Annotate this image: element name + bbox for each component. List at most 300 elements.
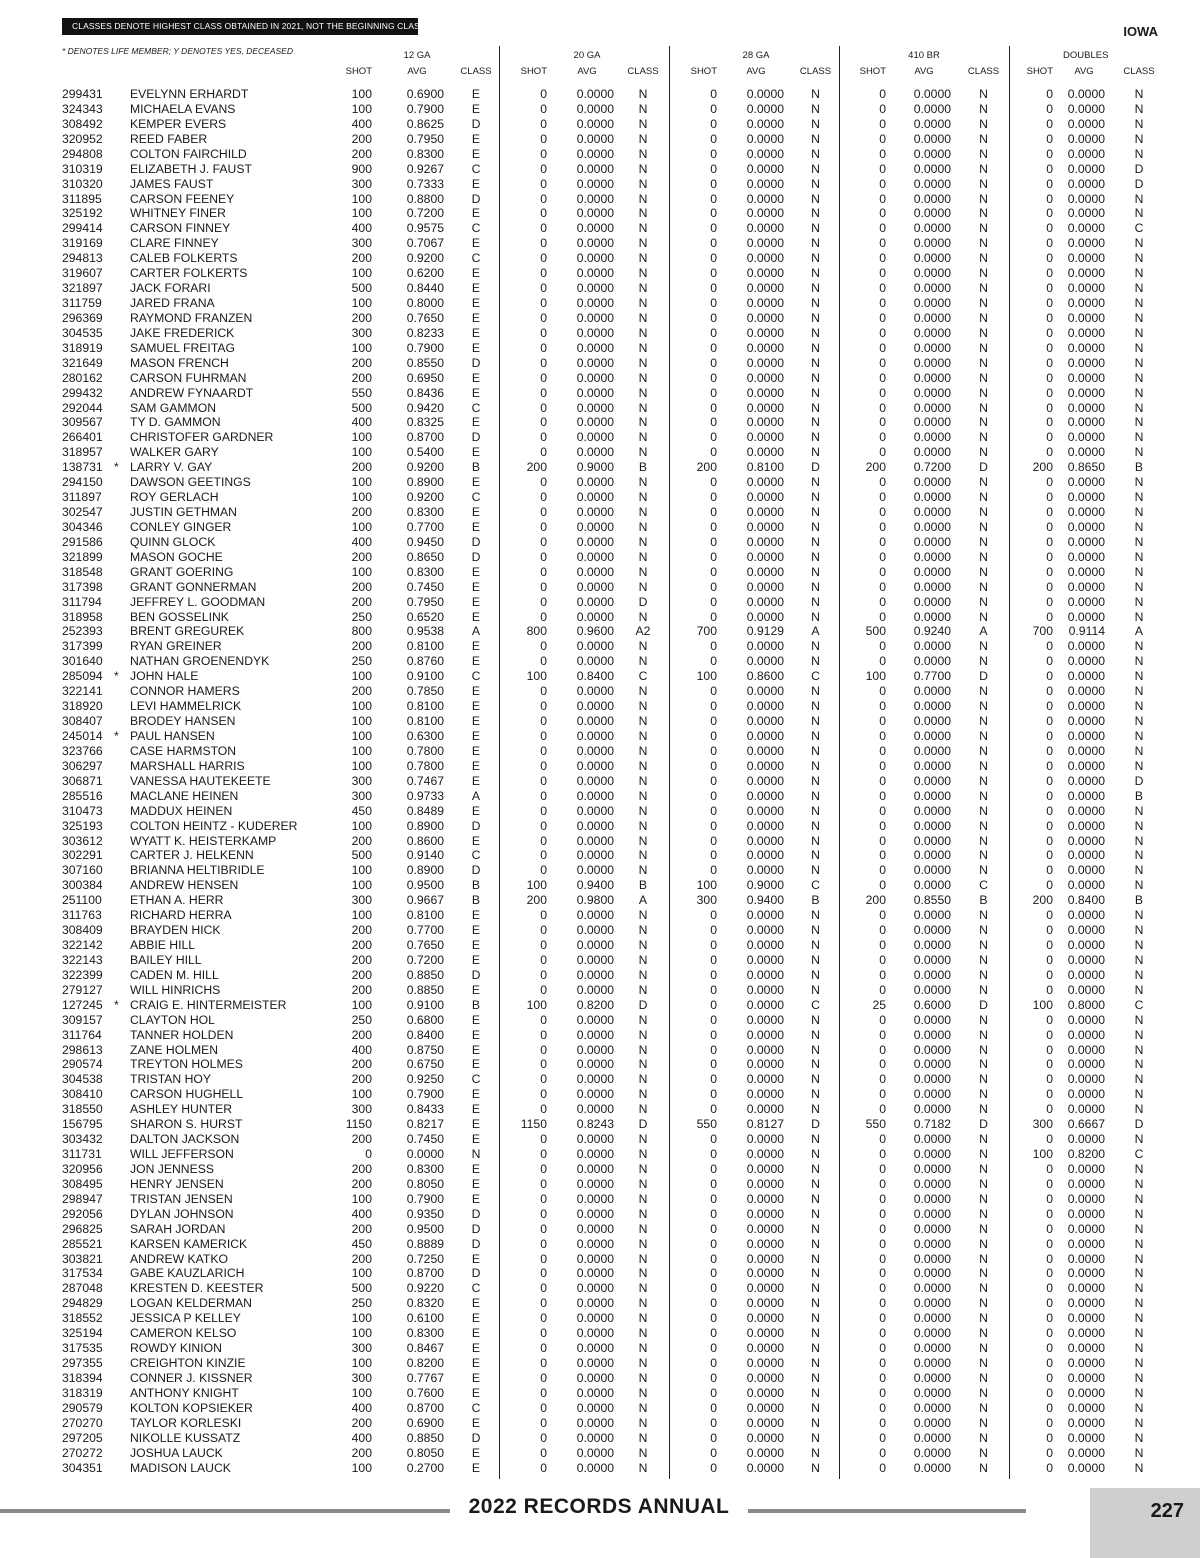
class: N	[979, 430, 988, 445]
average: 0.8400	[1067, 893, 1105, 908]
average: 0.0000	[1067, 116, 1105, 131]
average: 0.8750	[406, 1042, 444, 1057]
average: 0.0000	[746, 370, 784, 385]
table-row	[62, 580, 1162, 595]
class: N	[811, 430, 820, 445]
targets-shot: 0	[1046, 296, 1053, 311]
average: 0.7200	[406, 206, 444, 221]
average: 0.0000	[746, 1385, 784, 1400]
class: N	[638, 1356, 648, 1371]
targets-shot: 0	[1046, 236, 1053, 251]
member-id: 318319	[62, 1385, 103, 1400]
class: E	[471, 728, 481, 743]
targets-shot: 0	[879, 1027, 886, 1042]
member-id: 318550	[62, 1102, 103, 1117]
class: D	[1134, 176, 1144, 191]
targets-shot: 0	[710, 191, 717, 206]
class: N	[1134, 967, 1144, 982]
class: N	[638, 1221, 648, 1236]
average: 0.9100	[406, 669, 444, 684]
class: N	[638, 714, 648, 729]
targets-shot: 0	[710, 116, 717, 131]
average: 0.8625	[406, 116, 444, 131]
table-row	[62, 1177, 1162, 1192]
table-row	[62, 774, 1162, 789]
average: 0.0000	[576, 788, 614, 803]
average: 0.0000	[1067, 982, 1105, 997]
member-id: 325192	[62, 206, 103, 221]
average: 0.0000	[913, 684, 951, 699]
average: 0.0000	[1067, 594, 1105, 609]
targets-shot: 100	[351, 296, 372, 311]
class: E	[471, 1385, 481, 1400]
average: 0.9400	[576, 878, 614, 893]
targets-shot: 0	[1046, 340, 1053, 355]
class: N	[811, 370, 820, 385]
class: B	[471, 893, 481, 908]
class: D	[979, 997, 988, 1012]
targets-shot: 0	[1046, 1161, 1053, 1176]
targets-shot: 100	[351, 340, 372, 355]
average: 0.0000	[913, 519, 951, 534]
targets-shot: 0	[1046, 654, 1053, 669]
class: C	[471, 1072, 481, 1087]
targets-shot: 200	[526, 893, 547, 908]
class: N	[811, 1027, 820, 1042]
targets-shot: 0	[710, 325, 717, 340]
class: N	[979, 848, 988, 863]
targets-shot: 0	[540, 684, 547, 699]
table-row	[62, 162, 1162, 177]
targets-shot: 0	[710, 982, 717, 997]
class: N	[811, 101, 820, 116]
average: 0.0000	[576, 146, 614, 161]
table-row	[62, 1341, 1162, 1356]
average: 0.0000	[913, 788, 951, 803]
class: D	[471, 1266, 481, 1281]
average: 0.0000	[746, 848, 784, 863]
targets-shot: 0	[710, 714, 717, 729]
class: N	[1134, 654, 1144, 669]
targets-shot: 0	[1046, 415, 1053, 430]
group-header: DOUBLES	[1063, 50, 1109, 61]
targets-shot: 0	[1046, 1445, 1053, 1460]
table-row	[62, 266, 1162, 281]
targets-shot: 100	[351, 743, 372, 758]
average: 0.0000	[1067, 340, 1105, 355]
class: N	[1134, 564, 1144, 579]
class: N	[638, 1251, 648, 1266]
shooter-name: BEN GOSSELINK	[130, 609, 229, 624]
targets-shot: 0	[710, 415, 717, 430]
class: N	[979, 221, 988, 236]
column-header-avg: AVG	[746, 66, 766, 77]
class: N	[979, 1176, 988, 1191]
average: 0.0000	[576, 1102, 614, 1117]
class: N	[1134, 1087, 1144, 1102]
targets-shot: 0	[879, 639, 886, 654]
shooter-name: CONNER J. KISSNER	[130, 1370, 253, 1385]
class: N	[638, 549, 648, 564]
targets-shot: 0	[540, 564, 547, 579]
average: 0.0000	[913, 400, 951, 415]
class: N	[811, 87, 820, 101]
class: N	[979, 1326, 988, 1341]
targets-shot: 0	[1046, 281, 1053, 296]
targets-shot: 0	[1046, 639, 1053, 654]
targets-shot: 0	[1046, 534, 1053, 549]
targets-shot: 0	[540, 1266, 547, 1281]
class: N	[1134, 1161, 1144, 1176]
member-id: 292056	[62, 1206, 103, 1221]
average: 0.0000	[576, 1341, 614, 1356]
class: N	[811, 1087, 820, 1102]
table-row	[62, 87, 1162, 102]
average: 0.9200	[406, 460, 444, 475]
targets-shot: 200	[526, 460, 547, 475]
class: E	[471, 519, 481, 534]
class: N	[638, 340, 648, 355]
average: 0.0000	[1067, 370, 1105, 385]
member-id: 285521	[62, 1236, 103, 1251]
average: 0.0000	[913, 594, 951, 609]
average: 0.6900	[406, 87, 444, 101]
class: N	[1134, 1311, 1144, 1326]
average: 0.0000	[576, 1415, 614, 1430]
average: 0.9400	[746, 893, 784, 908]
targets-shot: 700	[696, 624, 717, 639]
member-id: 301640	[62, 654, 103, 669]
class: N	[1134, 281, 1144, 296]
shooter-name: MICHAELA EVANS	[130, 101, 236, 116]
shooter-name: JUSTIN GETHMAN	[130, 505, 237, 520]
class: N	[811, 221, 820, 236]
average: 0.0000	[913, 639, 951, 654]
class: N	[638, 400, 648, 415]
shooter-name: KRESTEN D. KEESTER	[130, 1281, 264, 1296]
shooter-name: SAMUEL FREITAG	[130, 340, 235, 355]
targets-shot: 200	[351, 370, 372, 385]
class: N	[638, 1176, 648, 1191]
average: 0.0000	[576, 1221, 614, 1236]
targets-shot: 0	[879, 1102, 886, 1117]
average: 0.0000	[576, 1296, 614, 1311]
average: 0.0000	[913, 1042, 951, 1057]
average: 0.0000	[576, 1266, 614, 1281]
average: 0.0000	[913, 355, 951, 370]
class: D	[1134, 161, 1144, 176]
targets-shot: 100	[351, 490, 372, 505]
member-id: 318958	[62, 609, 103, 624]
targets-shot: 0	[1046, 1102, 1053, 1117]
targets-shot: 200	[865, 893, 886, 908]
class: N	[638, 1326, 648, 1341]
average: 0.0000	[576, 206, 614, 221]
average: 0.0000	[746, 997, 784, 1012]
class: N	[1134, 1251, 1144, 1266]
targets-shot: 200	[351, 982, 372, 997]
class: N	[979, 1042, 988, 1057]
member-id: 310320	[62, 176, 103, 191]
average: 0.0000	[576, 1191, 614, 1206]
class: N	[1134, 639, 1144, 654]
targets-shot: 0	[1046, 221, 1053, 236]
targets-shot: 0	[879, 1087, 886, 1102]
shooter-name: GABE KAUZLARICH	[130, 1266, 245, 1281]
average: 0.0000	[576, 1176, 614, 1191]
targets-shot: 0	[1046, 355, 1053, 370]
class: N	[1134, 1281, 1144, 1296]
average: 0.0000	[913, 1370, 951, 1385]
targets-shot: 0	[879, 505, 886, 520]
class: N	[811, 475, 820, 490]
class: N	[811, 967, 820, 982]
targets-shot: 0	[879, 445, 886, 460]
targets-shot: 0	[710, 490, 717, 505]
average: 0.0000	[1067, 1221, 1105, 1236]
class: N	[979, 281, 988, 296]
class: N	[638, 1161, 648, 1176]
average: 0.8320	[406, 1296, 444, 1311]
member-id: 292044	[62, 400, 103, 415]
average: 0.8489	[406, 803, 444, 818]
class: E	[471, 1012, 481, 1027]
table-row	[62, 863, 1162, 878]
targets-shot: 100	[351, 878, 372, 893]
class: E	[471, 773, 481, 788]
table-row	[62, 819, 1162, 834]
targets-shot: 200	[351, 923, 372, 938]
targets-shot: 0	[710, 1161, 717, 1176]
average: 0.0000	[576, 743, 614, 758]
member-id: 311764	[62, 1027, 102, 1042]
average: 0.0000	[746, 1311, 784, 1326]
class: N	[979, 1460, 988, 1475]
average: 0.0000	[913, 221, 951, 236]
column-header-avg: AVG	[407, 66, 427, 77]
class: E	[471, 87, 481, 101]
average: 0.0000	[746, 967, 784, 982]
average: 0.8000	[406, 296, 444, 311]
average: 0.0000	[746, 221, 784, 236]
average: 0.0000	[1067, 266, 1105, 281]
targets-shot: 200	[351, 251, 372, 266]
targets-shot: 200	[351, 505, 372, 520]
targets-shot: 0	[879, 803, 886, 818]
shooter-name: CARSON FUHRMAN	[130, 370, 247, 385]
class: B	[471, 460, 481, 475]
shooter-name: ETHAN A. HERR	[130, 893, 224, 908]
class: N	[638, 579, 648, 594]
table-row	[62, 1461, 1162, 1476]
targets-shot: 0	[1046, 967, 1053, 982]
class: N	[638, 1415, 648, 1430]
average: 0.0000	[746, 1161, 784, 1176]
average: 0.0000	[746, 385, 784, 400]
average: 0.6100	[406, 1311, 444, 1326]
class: N	[638, 1266, 648, 1281]
class: N	[638, 325, 648, 340]
targets-shot: 450	[351, 1236, 372, 1251]
targets-shot: 0	[879, 684, 886, 699]
targets-shot: 450	[351, 803, 372, 818]
class: B	[1134, 788, 1144, 803]
targets-shot: 250	[351, 609, 372, 624]
member-id: 287048	[62, 1281, 103, 1296]
average: 0.0000	[576, 445, 614, 460]
shooter-name: ANTHONY KNIGHT	[130, 1385, 239, 1400]
average: 0.0000	[913, 848, 951, 863]
class: N	[638, 221, 648, 236]
targets-shot: 0	[1046, 1370, 1053, 1385]
average: 0.0000	[913, 967, 951, 982]
targets-shot: 25	[872, 997, 886, 1012]
class: N	[1134, 87, 1144, 101]
class: N	[811, 519, 820, 534]
table-row	[62, 1296, 1162, 1311]
table-row	[62, 311, 1162, 326]
shooter-name: CALEB FOLKERTS	[130, 251, 238, 266]
average: 0.9538	[406, 624, 444, 639]
shooter-name: JACK FORARI	[130, 281, 211, 296]
class: N	[638, 430, 648, 445]
column-header-shot: SHOT	[690, 66, 717, 77]
group-header: 28 GA	[742, 50, 770, 61]
class: N	[1134, 818, 1144, 833]
class: E	[471, 579, 481, 594]
average: 0.7900	[406, 1191, 444, 1206]
shooter-name: VANESSA HAUTEKEETE	[130, 773, 271, 788]
class: N	[638, 967, 648, 982]
shooter-name: KOLTON KOPSIEKER	[130, 1400, 253, 1415]
class: E	[471, 1191, 481, 1206]
targets-shot: 0	[879, 579, 886, 594]
average: 0.0000	[746, 1415, 784, 1430]
targets-shot: 0	[540, 415, 547, 430]
average: 0.0000	[576, 131, 614, 146]
targets-shot: 0	[710, 1251, 717, 1266]
average: 0.0000	[746, 340, 784, 355]
average: 0.0000	[576, 758, 614, 773]
class: N	[638, 370, 648, 385]
class: C	[1134, 997, 1144, 1012]
targets-shot: 0	[710, 1147, 717, 1162]
average: 0.8550	[406, 355, 444, 370]
targets-shot: 100	[1032, 1147, 1053, 1162]
average: 0.0000	[1067, 1311, 1105, 1326]
targets-shot: 0	[710, 1236, 717, 1251]
average: 0.0000	[913, 699, 951, 714]
targets-shot: 1150	[520, 1117, 547, 1132]
average: 0.0000	[913, 1191, 951, 1206]
targets-shot: 0	[540, 146, 547, 161]
table-row	[62, 1102, 1162, 1117]
targets-shot: 0	[540, 1176, 547, 1191]
member-id: 279127	[62, 982, 103, 997]
targets-shot: 0	[710, 952, 717, 967]
average: 0.0000	[576, 370, 614, 385]
average: 0.0000	[913, 490, 951, 505]
average: 0.0000	[913, 1266, 951, 1281]
targets-shot: 0	[540, 1102, 547, 1117]
targets-shot: 100	[351, 445, 372, 460]
average: 0.0000	[913, 1326, 951, 1341]
table-row	[62, 1072, 1162, 1087]
targets-shot: 0	[879, 1012, 886, 1027]
class: N	[811, 788, 820, 803]
class: N	[811, 1221, 820, 1236]
class: D	[471, 1236, 481, 1251]
member-id: 318919	[62, 340, 103, 355]
targets-shot: 0	[540, 699, 547, 714]
targets-shot: 0	[710, 296, 717, 311]
targets-shot: 0	[879, 818, 886, 833]
average: 0.0000	[913, 579, 951, 594]
class: N	[811, 445, 820, 460]
class: E	[471, 699, 481, 714]
average: 0.0000	[913, 385, 951, 400]
average: 0.0000	[1067, 101, 1105, 116]
member-id: 324343	[62, 101, 103, 116]
table-row	[62, 1237, 1162, 1252]
shooter-name: CLARE FINNEY	[130, 236, 219, 251]
class: E	[471, 952, 481, 967]
class: N	[811, 818, 820, 833]
average: 0.7182	[913, 1117, 951, 1132]
average: 0.0000	[1067, 1206, 1105, 1221]
member-id: 300384	[62, 878, 103, 893]
class: N	[979, 1191, 988, 1206]
class: N	[638, 281, 648, 296]
class: N	[1134, 549, 1144, 564]
class: N	[638, 161, 648, 176]
average: 0.0000	[746, 1266, 784, 1281]
class: N	[1134, 1266, 1144, 1281]
average: 0.0000	[576, 1072, 614, 1087]
class: N	[638, 519, 648, 534]
average: 0.0000	[746, 1042, 784, 1057]
average: 0.0000	[913, 743, 951, 758]
targets-shot: 100	[351, 908, 372, 923]
targets-shot: 100	[696, 669, 717, 684]
class: N	[811, 1132, 820, 1147]
targets-shot: 300	[351, 176, 372, 191]
targets-shot: 0	[710, 176, 717, 191]
class: N	[638, 1042, 648, 1057]
shooter-name: CADEN M. HILL	[130, 967, 219, 982]
average: 0.0000	[746, 1221, 784, 1236]
average: 0.0000	[1067, 743, 1105, 758]
class: N	[638, 87, 648, 101]
class: N	[979, 908, 988, 923]
class: N	[979, 609, 988, 624]
average: 0.7650	[406, 938, 444, 952]
average: 0.7900	[406, 340, 444, 355]
member-id: 318394	[62, 1370, 103, 1385]
member-id: 310473	[62, 803, 103, 818]
targets-shot: 0	[879, 1072, 886, 1087]
table-row	[62, 1132, 1162, 1147]
shooter-name: CONNOR HAMERS	[130, 684, 240, 699]
average: 0.0000	[746, 1176, 784, 1191]
targets-shot: 0	[879, 281, 886, 296]
class: N	[811, 1400, 820, 1415]
shooter-name: REED FABER	[130, 131, 208, 146]
targets-shot: 0	[710, 236, 717, 251]
average: 0.0000	[913, 146, 951, 161]
column-header-avg: AVG	[577, 66, 597, 77]
table-row	[62, 684, 1162, 699]
